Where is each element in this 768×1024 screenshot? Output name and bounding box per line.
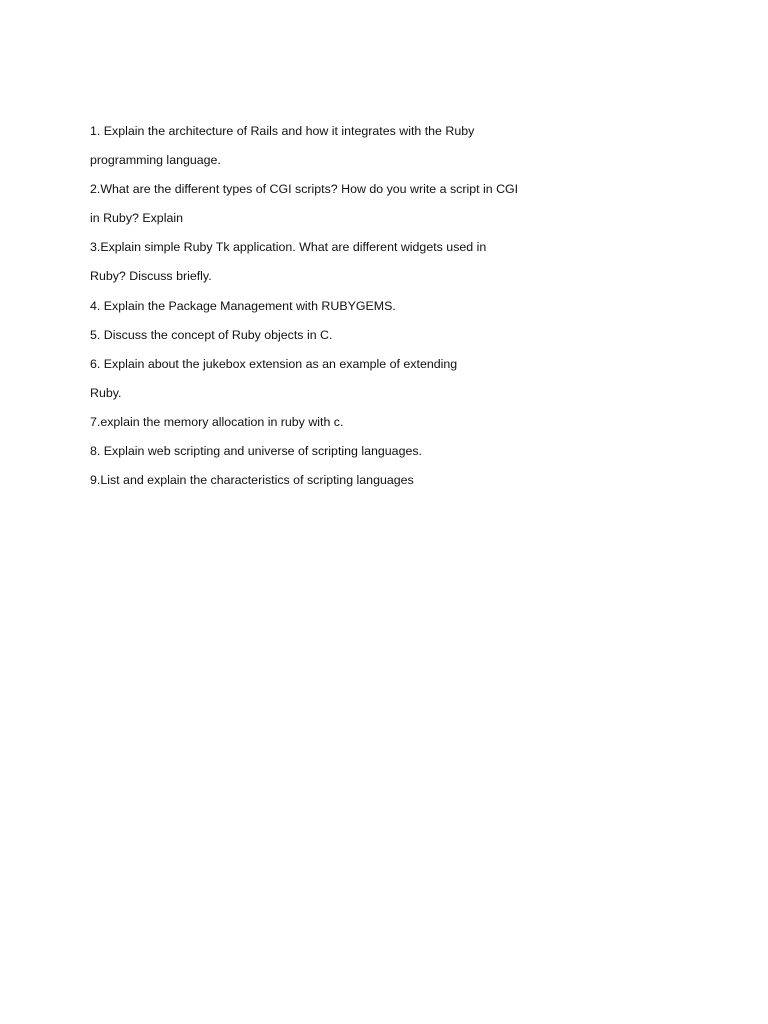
question-3-line-2: Ruby? Discuss briefly.: [90, 269, 212, 284]
question-1-line-2: programming language.: [90, 153, 221, 168]
question-2-line-1: 2.What are the different types of CGI scripts? How do you write a script in CGI: [90, 182, 519, 197]
question-6-line-2: Ruby.: [90, 385, 122, 400]
question-5: 5. Discuss the concept of Ruby objects in C.: [90, 327, 333, 342]
question-4: 4. Explain the Package Management with RUBYGEMS.: [90, 298, 396, 313]
question-8: 8. Explain web scripting and universe of scripting languages.: [90, 444, 422, 459]
question-1-line-1: 1. Explain the architecture of Rails and how it integrates with the Ruby: [90, 124, 475, 138]
question-7: 7.explain the memory allocation in ruby with c.: [90, 414, 344, 429]
question-list: [90, 120, 550, 498]
question-3-line-1: 3.Explain simple Ruby Tk application. What are different widgets used in: [90, 240, 487, 255]
question-9: 9.List and explain the characteristics of scripting languages: [90, 473, 414, 488]
question-6-line-1: 6. Explain about the jukebox extension as an example of extending: [90, 356, 458, 371]
question-2-line-2: in Ruby? Explain: [90, 211, 183, 226]
